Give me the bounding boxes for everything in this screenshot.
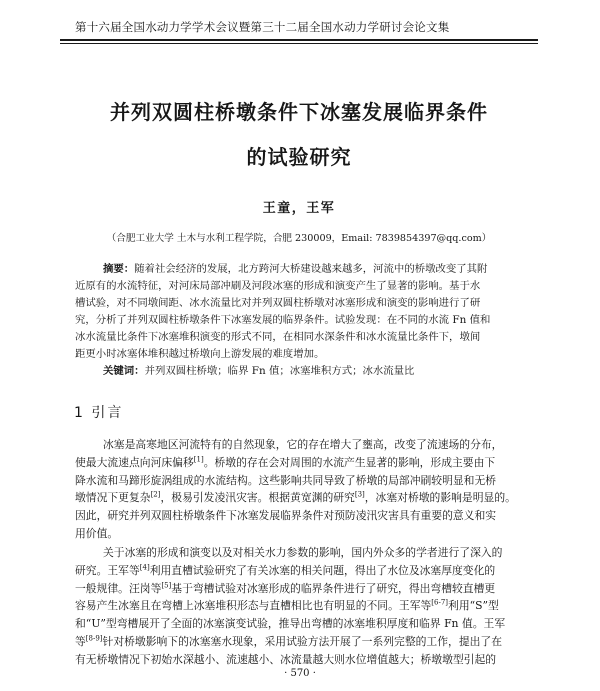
body-text-segment: 研究。王军等: [75, 563, 140, 577]
body-text-segment: 容易产生冰塞且在弯槽上冰塞堆积形态与直槽相比也有明显的不同。王军等: [75, 599, 432, 613]
body-text-segment: 针对桥墩影响下的冰塞塞水现象，采用试验方法开展了一系列完整的工作，提出了在: [102, 635, 503, 648]
keywords-text: 并列双圆柱桥墩；临界 Fn 值；冰塞堆积方式；冰水流量比: [144, 365, 415, 377]
body-line: [75, 581, 527, 597]
body-text-segment: 墩情况下更复杂: [75, 491, 151, 505]
abstract-line: 究，分析了并列双圆柱桥墩条件下冰塞发展的临界条件。试验发现：在不同的水流 Fn 值和: [75, 314, 491, 326]
body-text-segment: 利用直槽试验研究了有关冰塞的相关问题，得出了水位及冰塞厚度变化的: [149, 563, 496, 577]
body-line: [75, 634, 527, 650]
citation-ref: [4]: [139, 563, 150, 572]
body-text-segment: ，极易引发凌汛灾害。根据黄宽渊的研究: [160, 491, 355, 505]
citation-ref: [6-7]: [431, 598, 449, 607]
body-text-segment: 等: [75, 635, 86, 648]
paper-title-line-2: 的试验研究: [246, 145, 352, 169]
body-text-segment: 使最大流速点向河床偏移: [75, 455, 194, 469]
citation-ref: [2]: [150, 490, 161, 499]
citation-ref: [8-9]: [85, 634, 103, 643]
abstract-label: 摘要：: [103, 263, 135, 275]
citation-ref: [1]: [193, 455, 204, 464]
citation-ref: [5]: [161, 581, 172, 589]
body-text-segment: 有无桥墩情况下初始水深越小、流速越小、冰流量越大则水位增值越大；桥墩墩型引起的: [75, 652, 497, 666]
body-text-segment: 一般规律。汪岗等: [75, 581, 162, 595]
abstract-line: 槽试验，对不同墩间距、冰水流量比对并列双圆柱桥墩对冰塞形成和演变的影响进行了研: [75, 297, 481, 309]
body-line: [103, 545, 527, 561]
page-number: · 570 ·: [284, 668, 316, 679]
body-text-segment: 基于弯槽试验对冰塞形成的临界条件进行了研究，得出弯槽较直槽更: [171, 581, 496, 595]
body-text-segment: 关于冰塞的形成和演变以及对相关水力参数的影响，国内外众多的学者进行了深入的: [103, 546, 503, 559]
body-text-segment: 冰塞是高寒地区河流特有的自然现象，它的存在增大了壅高，改变了流速场的分布，: [103, 438, 503, 451]
body-line: [75, 598, 527, 614]
header-rule-thick: [60, 39, 538, 41]
authors: 王童，王军: [262, 201, 336, 216]
running-header: 第十六届全国水动力学学术会议暨第三十二届全国水动力学研讨会论文集: [75, 20, 450, 34]
body-text-segment: 利用“S”型: [448, 599, 499, 613]
header-rule-thin: [60, 43, 538, 44]
body-text-segment: 和“U”型弯槽展开了全面的冰塞演变试验，推导出弯槽的冰塞堆积厚度和临界 Fn 值。王军: [75, 617, 506, 631]
body-text-segment: 用价值。: [75, 527, 119, 540]
abstract-line: 距更小时冰塞体堆积越过桥墩向上游发展的难度增加。: [75, 348, 325, 360]
abstract-line: [103, 261, 517, 277]
abstract-line: 近原有的水流特征，对河床局部冲刷及河段冰塞的形成和演变产生了显著的影响。基于水: [75, 280, 481, 292]
paper-title-line-1: 并列双圆柱桥墩条件下冰塞发展临界条件: [110, 100, 488, 124]
body-text-segment: 因此，研究并列双圆柱桥墩条件下冰塞发展临界条件对预防凌汛灾害具有重要的意义和实: [75, 509, 497, 523]
body-line: [75, 563, 527, 579]
body-line: [103, 437, 527, 453]
body-text-segment: 。桥墩的存在会对周围的水流产生显著的影响，形成主要由下: [203, 455, 496, 469]
keywords-line: [103, 363, 517, 379]
body-line: [75, 508, 527, 524]
body-line: [75, 455, 527, 471]
keywords-label: 关键词：: [103, 365, 145, 377]
body-text-segment: ，冰塞对桥墩的影响是明显的。: [364, 491, 516, 505]
body-line: [75, 652, 527, 668]
body-line: [75, 490, 527, 506]
affiliation: （合肥工业大学 土木与水利工程学院，合肥 230009，Email: 7839854397@qq.com）: [106, 233, 492, 244]
body-text-segment: 降水流和马蹄形旋涡组成的水流结构。这些影响共同导致了桥墩的局部冲刷较明显和无桥: [75, 473, 497, 487]
section-heading-introduction: 1 引言: [74, 405, 124, 421]
abstract-line: 冰水流量比条件下冰塞堆积演变的形式不同，在相同水深条件和冰水流量比条件下，墩间: [75, 331, 481, 343]
body-line: [75, 473, 527, 489]
citation-ref: [3]: [354, 490, 365, 499]
abstract-text: 随着社会经济的发展，北方跨河大桥建设越来越多，河流中的桥墩改变了其附: [134, 263, 488, 275]
body-line: [75, 616, 527, 632]
body-line: [75, 526, 527, 542]
